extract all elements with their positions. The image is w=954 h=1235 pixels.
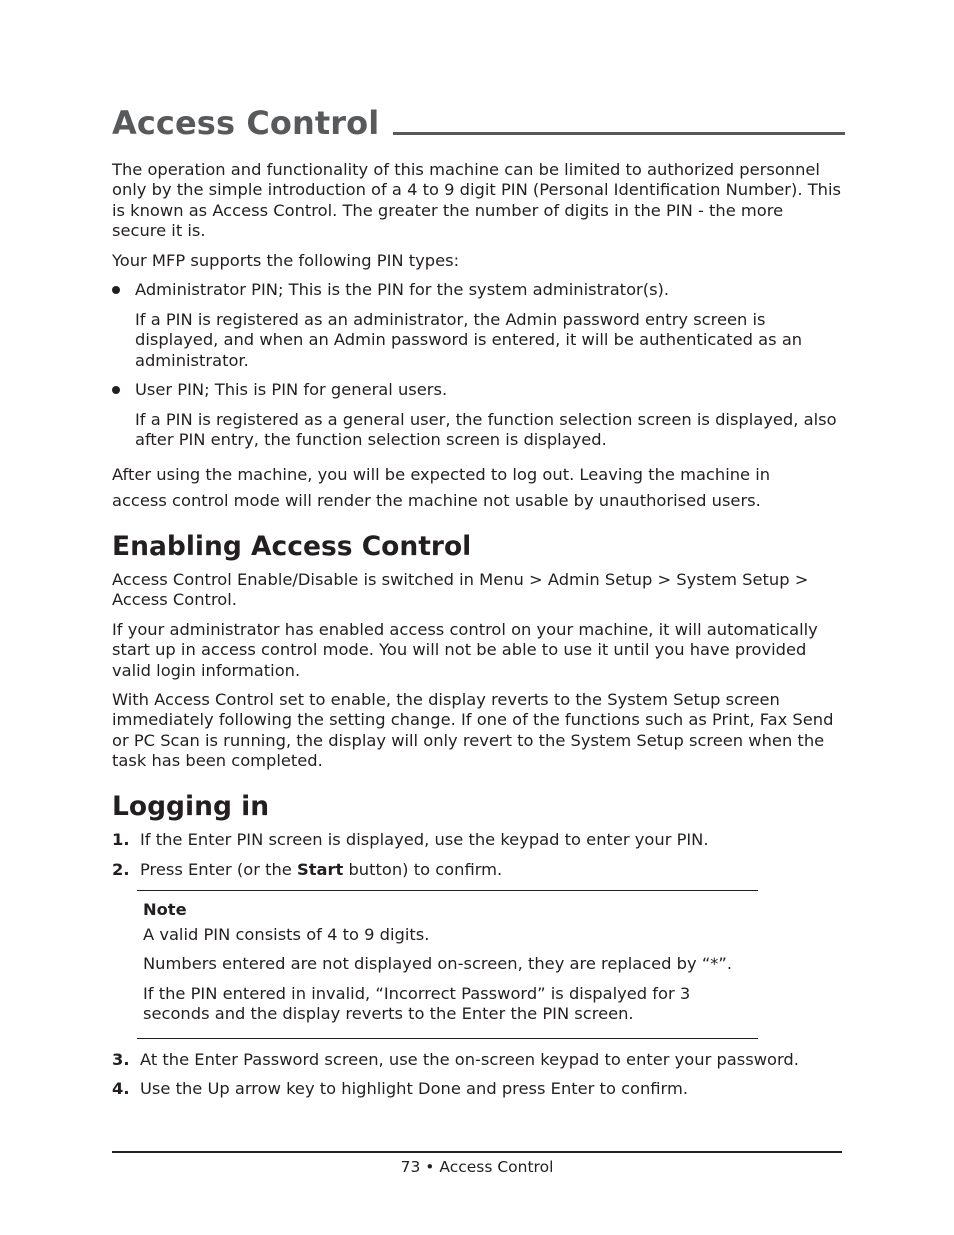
- step-number: 2.: [112, 860, 130, 879]
- bullet-dot: [112, 286, 120, 294]
- section-heading-enabling: Enabling Access Control: [112, 531, 472, 562]
- step-text-pre: Press Enter (or the: [140, 860, 297, 879]
- enabling-paragraph-3: With Access Control set to enable, the display reverts to the System Setup screen immediately following the setting change. If one of the functions such as Print, Fax Send or PC Scan is running, the display will only revert to the System Setup screen when the task has been completed.: [112, 690, 834, 770]
- step-text: If the Enter PIN screen is displayed, use the keypad to enter your PIN.: [140, 830, 709, 849]
- intro-paragraph-3-line-2: access control mode will render the machine not usable by unauthorised users.: [112, 491, 761, 510]
- start-button-label: Start: [296, 860, 344, 879]
- bullet-admin-detail: If a PIN is registered as an administrator, the Admin password entry screen is displayed, and when an Admin password is entered, it will be authenticated as an administrator.: [135, 310, 803, 370]
- title-underline: [393, 132, 845, 135]
- bullet-user-detail: If a PIN is registered as a general user, the function selection screen is displayed, also after PIN entry, the function selection screen is displayed.: [135, 410, 837, 450]
- step-number: 4.: [112, 1079, 130, 1098]
- note-title: Note: [143, 900, 187, 919]
- intro-paragraph-3-line-1: After using the machine, you will be expected to log out. Leaving the machine in: [112, 465, 771, 484]
- step-text: [140, 860, 502, 880]
- bullet-dot: [112, 386, 120, 394]
- bullet-text: Administrator PIN; This is the PIN for the system administrator(s).: [135, 280, 670, 299]
- footer-rule: [112, 1151, 842, 1153]
- footer-separator: •: [425, 1158, 435, 1176]
- page-number: 73: [400, 1158, 421, 1176]
- note-line-3: If the PIN entered in invalid, “Incorrect Password” is dispalyed for 3 seconds and the display reverts to the Enter the PIN screen.: [143, 984, 691, 1024]
- footer-section-title: Access Control: [439, 1158, 554, 1176]
- note-line-1: A valid PIN consists of 4 to 9 digits.: [143, 925, 430, 944]
- note-box: [137, 890, 758, 1039]
- step-text: Use the Up arrow key to highlight Done and press Enter to confirm.: [140, 1079, 689, 1098]
- section-heading-logging-in: Logging in: [112, 791, 270, 822]
- step-number: 1.: [112, 830, 130, 849]
- page-footer: [112, 1157, 842, 1177]
- step-text: At the Enter Password screen, use the on-screen keypad to enter your password.: [140, 1050, 799, 1069]
- page-title-text: Access Control: [112, 104, 380, 142]
- page-title: [112, 101, 845, 145]
- bullet-text: User PIN; This is PIN for general users.: [135, 380, 448, 399]
- step-text-post: button) to confirm.: [343, 860, 503, 879]
- enabling-paragraph-2: If your administrator has enabled access control on your machine, it will automatically start up in access control mode. You will not be able to use it until you have provided valid login information.: [112, 620, 818, 680]
- step-number: 3.: [112, 1050, 130, 1069]
- enabling-paragraph-1: Access Control Enable/Disable is switched in Menu > Admin Setup > System Setup > Access Control.: [112, 570, 809, 610]
- intro-paragraph-1: The operation and functionality of this machine can be limited to authorized personnel only by the simple introduction of a 4 to 9 digit PIN (Personal Identification Number). This is known as Access Control. The greater the number of digits in the PIN - the more secure it is.: [112, 160, 841, 240]
- intro-paragraph-2: Your MFP supports the following PIN types:: [112, 251, 460, 270]
- note-line-2: Numbers entered are not displayed on-screen, they are replaced by “*”.: [143, 954, 733, 973]
